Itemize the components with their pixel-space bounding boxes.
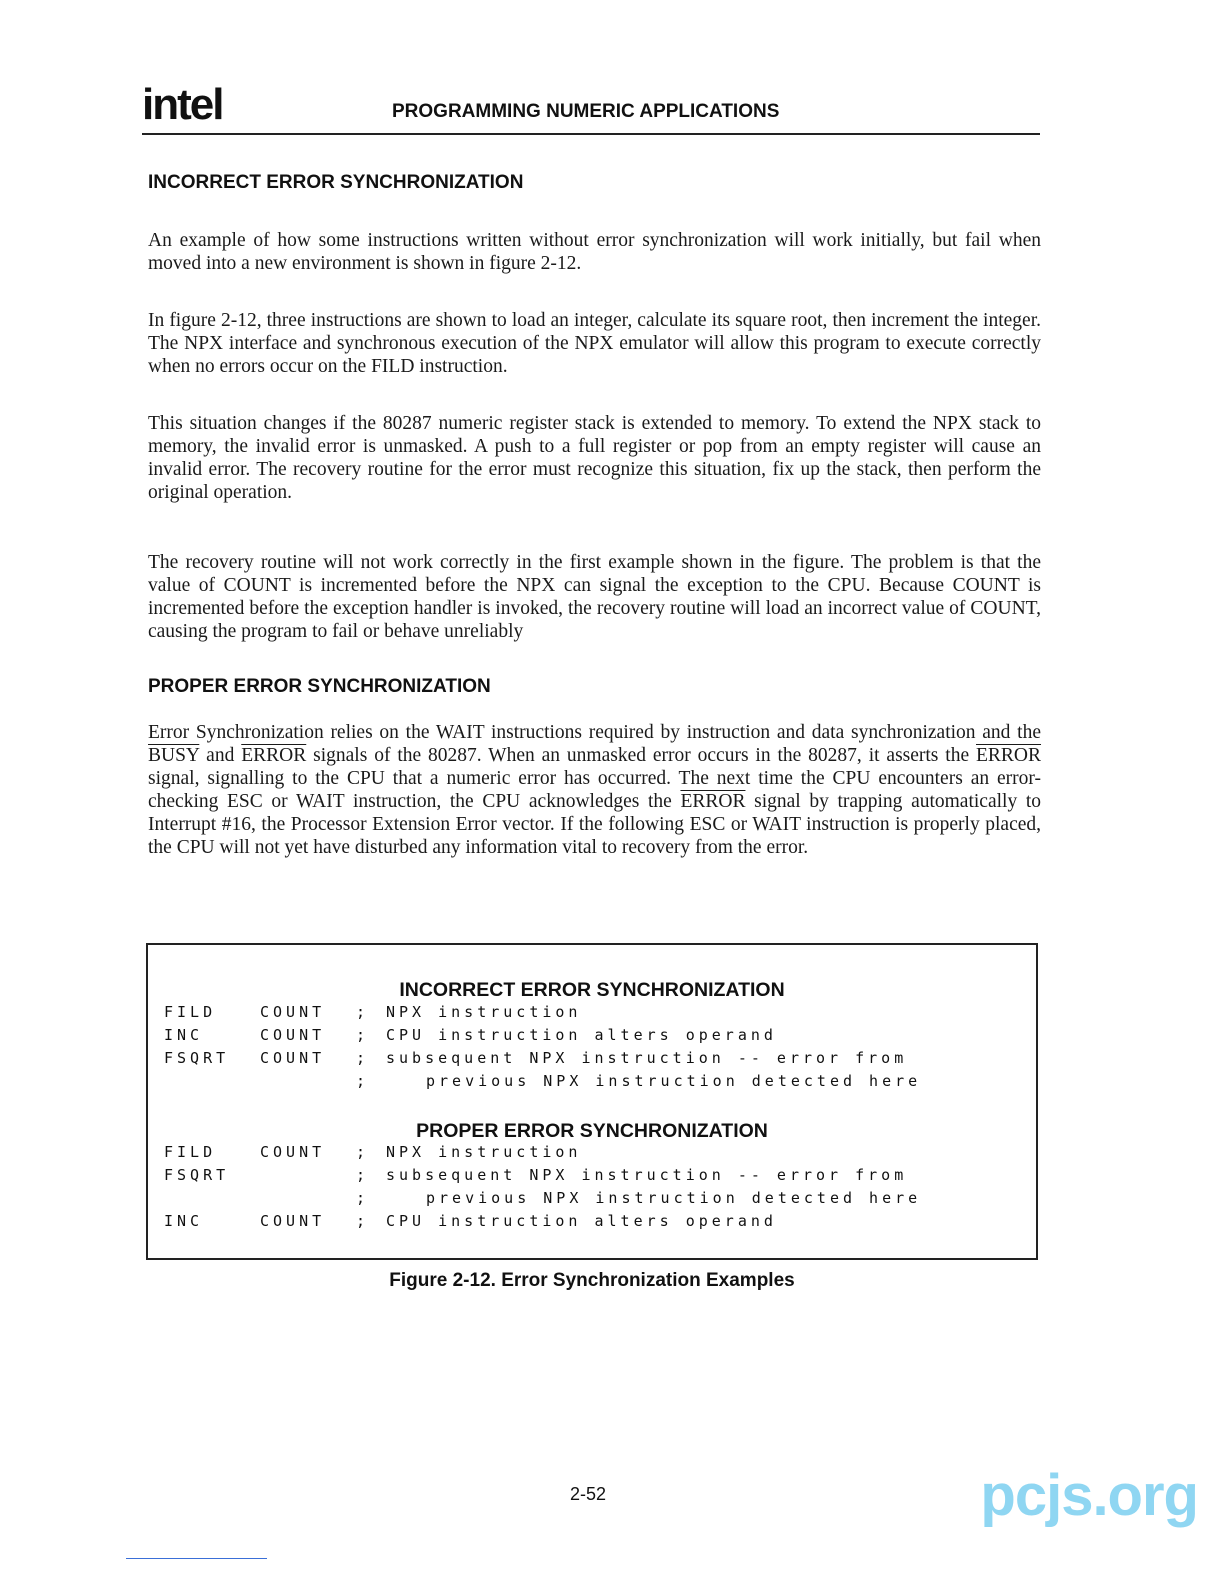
code-semicolon: ; [356,1189,370,1207]
code-line [148,1212,777,1235]
code-op: FILD [164,1003,217,1021]
paragraph-proper-sync [148,721,1041,859]
code-comment: CPU instruction alters operand [386,1212,777,1230]
code-line [148,1143,582,1166]
code-comment: CPU instruction alters operand [386,1026,777,1044]
code-line [148,1166,908,1189]
code-semicolon: ; [356,1143,370,1161]
running-head-title: PROGRAMMING NUMERIC APPLICATIONS [392,101,780,122]
code-semicolon: ; [356,1026,370,1044]
figure-2-12-box [146,943,1038,1260]
code-op: FSQRT [164,1049,230,1067]
footer-link-underline [126,1558,267,1559]
header-rule [142,133,1040,135]
code-semicolon: ; [356,1003,370,1021]
code-line [148,1026,777,1049]
pcjs-watermark: pcjs.org [980,1463,1198,1528]
page-number: 2-52 [570,1484,607,1504]
text-run: signal by trapping automatically to Interrupt #16, the Processor Extension Error vector. If the following ESC or WAIT instruction is properly placed, the CPU will not yet have disturbed any information vital to recovery from the error. [148,791,1041,858]
code-arg: COUNT [260,1143,326,1161]
figure-caption: Figure 2-12. Error Synchronization Examples [389,1270,795,1291]
intel-logo: intel [142,80,223,129]
busy-signal: BUSY [148,745,200,766]
code-op: INC [164,1212,204,1230]
error-signal: ERROR [241,745,307,766]
code-op: FILD [164,1143,217,1161]
code-semicolon: ; [356,1072,370,1090]
incorrect-sync-heading: INCORRECT ERROR SYNCHRONIZATION [148,172,524,193]
code-semicolon: ; [356,1212,370,1230]
paragraph-intro: An example of how some instructions written without error synchronization will work initially, but fail when moved into a new environment is shown in figure 2-12. [148,230,1041,274]
figure-incorrect-title: INCORRECT ERROR SYNCHRONIZATION [399,979,785,1001]
paragraph-stack: This situation changes if the 80287 numeric register stack is extended to memory. To extend the NPX stack to memory, the invalid error is unmasked. A push to a full register or pop from an empty register will cause an invalid error. The recovery routine for the error must recognize this situation, fix up the stack, then perform the original operation. [148,413,1041,503]
error-signal: ERROR [680,791,746,812]
code-semicolon: ; [356,1049,370,1067]
code-line [148,1003,582,1026]
code-comment: subsequent NPX instruction -- error from [386,1049,908,1067]
paragraph-recovery: The recovery routine will not work correctly in the first example shown in the figure. The problem is that the value of COUNT is incremented before the NPX can signal the exception to the CPU. Because COUNT is incremented before the exception handler is invoked, the recovery routine will load an incorrect value of COUNT, causing the program to fail or behave unreliably [148,552,1041,642]
code-comment: subsequent NPX instruction -- error from [386,1166,908,1184]
figure-proper-title: PROPER ERROR SYNCHRONIZATION [416,1120,768,1142]
code-op: FSQRT [164,1166,230,1184]
code-arg: COUNT [260,1003,326,1021]
text-run: signals of the 80287. When an unmasked error occurs in the 80287, it asserts the [306,745,976,766]
code-op: INC [164,1026,204,1044]
code-semicolon: ; [356,1166,370,1184]
code-comment: previous NPX instruction detected here [426,1072,922,1090]
code-line [148,1049,908,1072]
code-arg: COUNT [260,1049,326,1067]
code-comment: NPX instruction [386,1003,582,1021]
text-run: signal, signalling to the CPU that a numeric error has occurred. The next time the CPU encounters an error-checking ESC or WAIT instruction, the CPU acknowledges the [148,768,1041,812]
error-signal: ERROR [976,745,1042,766]
code-comment: NPX instruction [386,1143,582,1161]
text-run: and [199,745,242,766]
code-line [148,1189,922,1212]
proper-sync-heading: PROPER ERROR SYNCHRONIZATION [148,676,491,697]
paragraph-example: In figure 2-12, three instructions are shown to load an integer, calculate its square root, then increment the integer. The NPX interface and synchronous execution of the NPX emulator will allow this program to execute correctly when no errors occur on the FILD instruction. [148,310,1041,377]
code-comment: previous NPX instruction detected here [426,1189,922,1207]
text-run: Error Synchronization relies on the WAIT instructions required by instruction and data synchronization and the [148,722,1041,743]
code-arg: COUNT [260,1212,326,1230]
code-arg: COUNT [260,1026,326,1044]
code-line [148,1072,922,1095]
